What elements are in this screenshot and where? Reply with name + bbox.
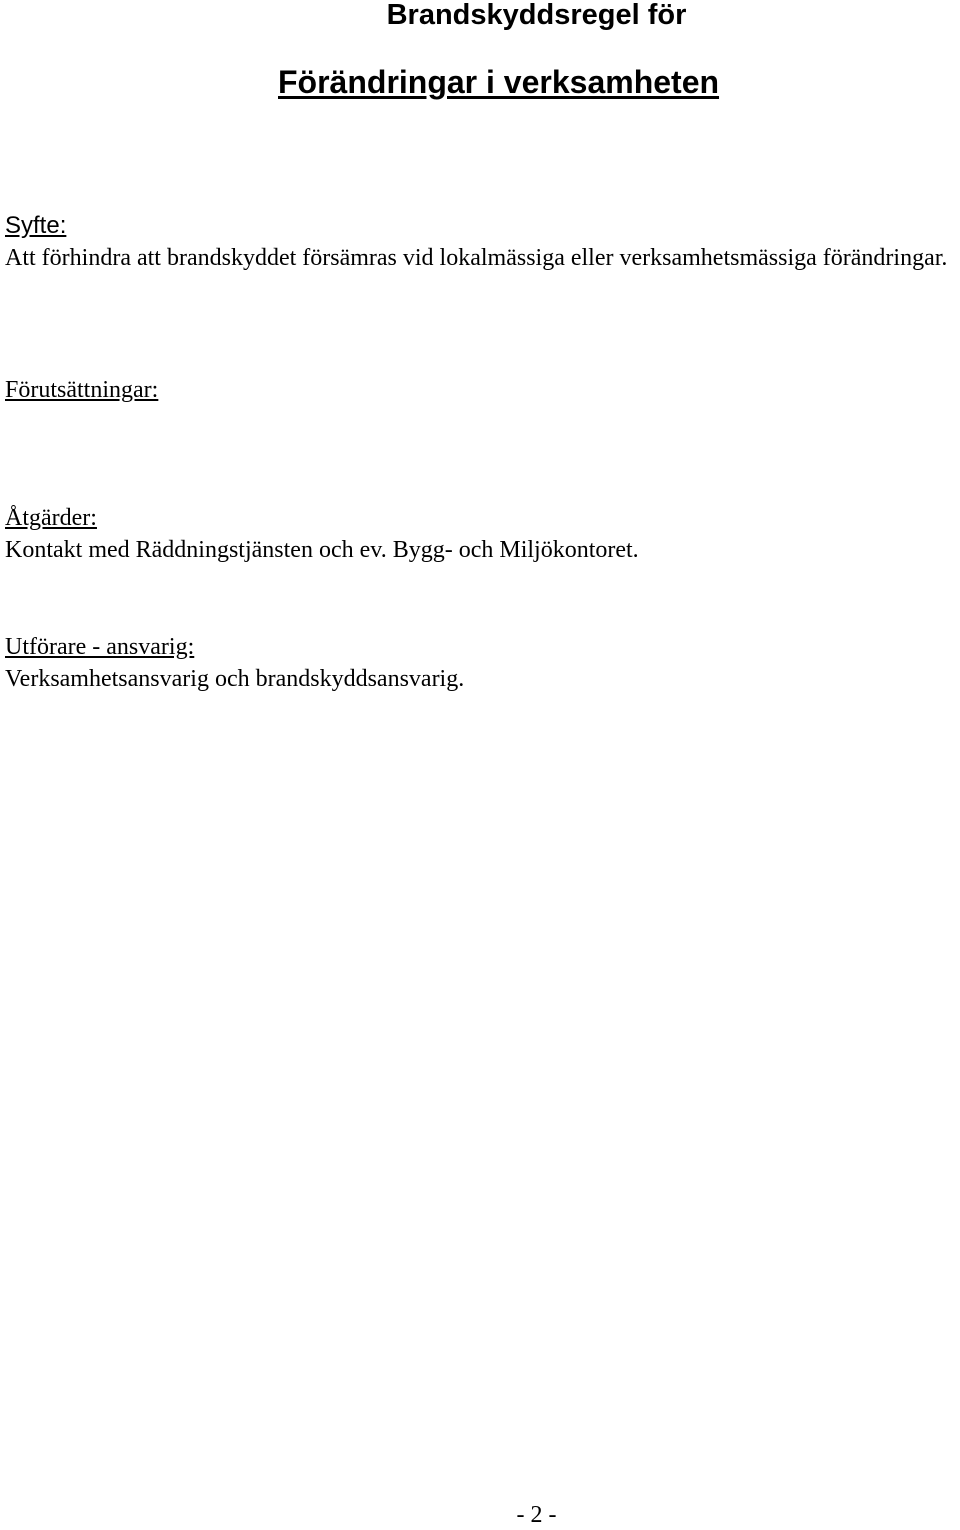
document-subtitle: Förändringar i verksamheten xyxy=(278,64,720,100)
section-heading-utforare: Utförare - ansvarig: xyxy=(5,634,195,660)
section-body-utforare: Verksamhetsansvarig och brandskyddsansvarig. xyxy=(5,666,465,692)
section-heading-syfte: Syfte: xyxy=(5,212,67,239)
section-body-syfte: Att förhindra att brandskyddet försämras vid lokalmässiga eller verksamhetsmässiga förändringar. xyxy=(5,245,948,271)
section-body-atgarder: Kontakt med Räddningstjänsten och ev. Bygg- och Miljökontoret. xyxy=(5,537,639,563)
section-heading-forutsattningar: Förutsättningar: xyxy=(5,377,159,403)
section-heading-atgarder: Åtgärder: xyxy=(5,505,97,531)
document-title: Brandskyddsregel för xyxy=(386,0,687,31)
page-number: - 2 - xyxy=(516,1502,557,1528)
